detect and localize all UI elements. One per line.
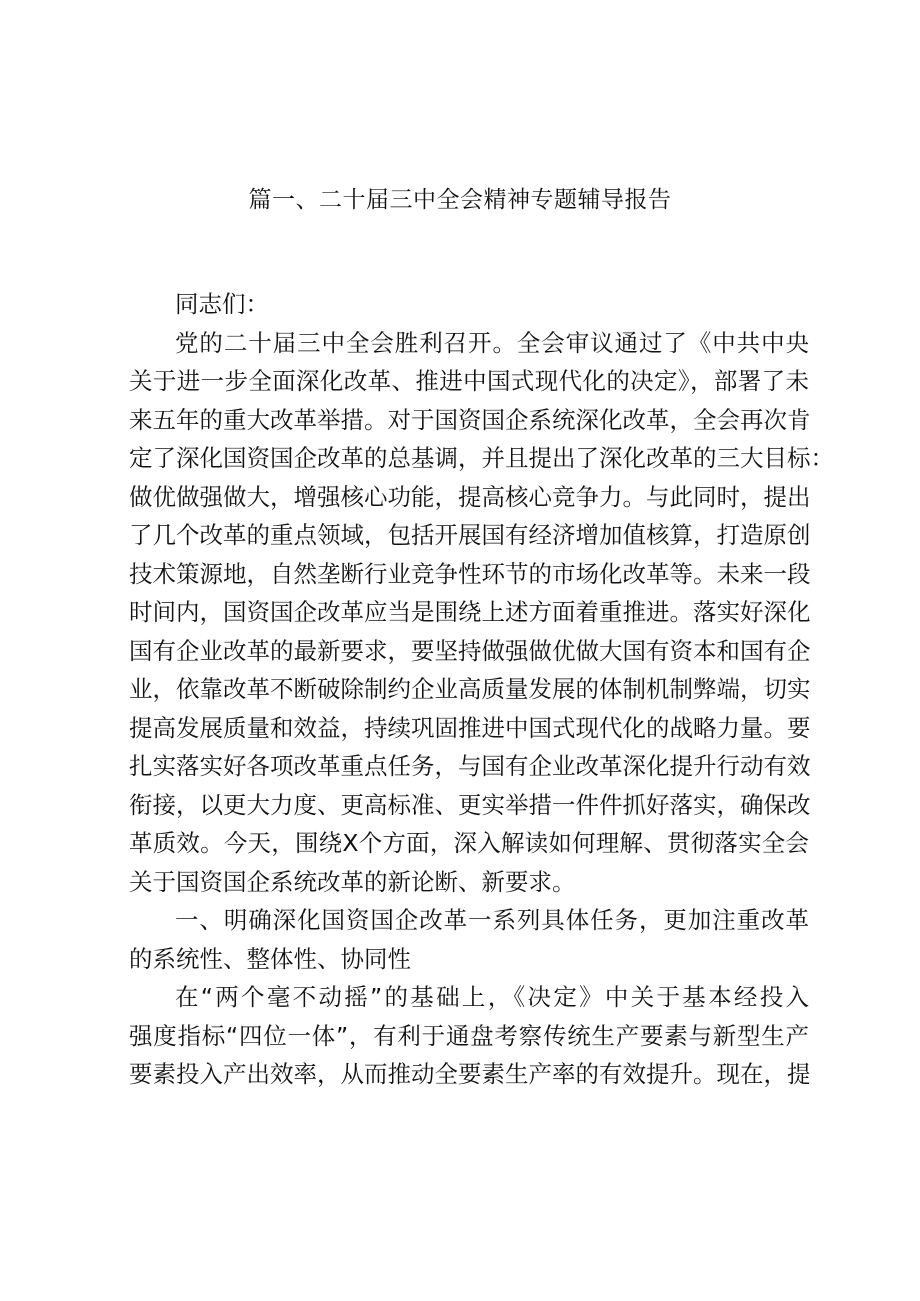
paragraph-line: 来五年的重大改革举措。对于国资国企系统深化改革，全会再次肯 [129,405,811,434]
paragraph-line: 业，依靠改革不断破除制约企业高质量发展的体制机制弊端，切实 [129,675,811,703]
paragraph-line: 国有企业改革的最新要求，要坚持做强做优做大国有资本和国有企 [129,636,811,665]
paragraph-line: 了几个改革的重点领域，包括开展国有经济增加值核算，打造原创 [129,521,811,549]
document-body [129,285,834,1094]
salutation-line: 同志们： [175,290,269,318]
paragraph-line: 技术策源地，自然垄断行业竞争性环节的市场化改革等。未来一段 [129,559,811,588]
paragraph-line: 提高发展质量和效益，持续巩固推进中国式现代化的战略力量。要 [129,713,811,742]
paragraph-line: 党的二十届三中全会胜利召开。全会审议通过了《中共中央 [175,328,809,357]
paragraph-line: 做优做强做大，增强核心功能，提高核心竞争力。与此同时，提出 [129,482,811,511]
paragraph-line: 时间内，国资国企改革应当是围绕上述方面着重推进。落实好深化 [129,598,811,626]
paragraph-line: 强度指标“四位一体”，有利于通盘考察传统生产要素与新型生产 [129,1021,809,1050]
section-heading-line: 的系统性、整体性、协同性 [129,944,411,973]
paragraph-line: 要素投入产出效率，从而推动全要素生产率的有效提升。现在，提 [129,1060,811,1088]
paragraph-line: 衔接，以更大力度、更高标准、更实举措一件件抓好落实，确保改 [129,790,811,819]
paragraph-line: 扎实落实好各项改革重点任务，与国有企业改革深化提升行动有效 [129,752,811,780]
section-heading-line: 一、明确深化国资国企改革一系列具体任务，更加注重改革 [175,906,809,934]
paragraph-line: 关于进一步全面深化改革、推进中国式现代化的决定》，部署了未 [129,367,809,395]
paragraph-line: 革质效。今天，围绕X个方面，深入解读如何理解、贯彻落实全会 [129,829,809,857]
paragraph-line: 关于国资国企系统改革的新论断、新要求。 [129,867,576,896]
paragraph-line: 在“两个毫不动摇”的基础上，《决定》中关于基本经投入 [175,983,809,1011]
document-title: 篇一、二十届三中全会精神专题辅导报告 [248,187,672,213]
paragraph-line: 定了深化国资国企改革的总基调，并且提出了深化改革的三大目标： [129,444,834,472]
